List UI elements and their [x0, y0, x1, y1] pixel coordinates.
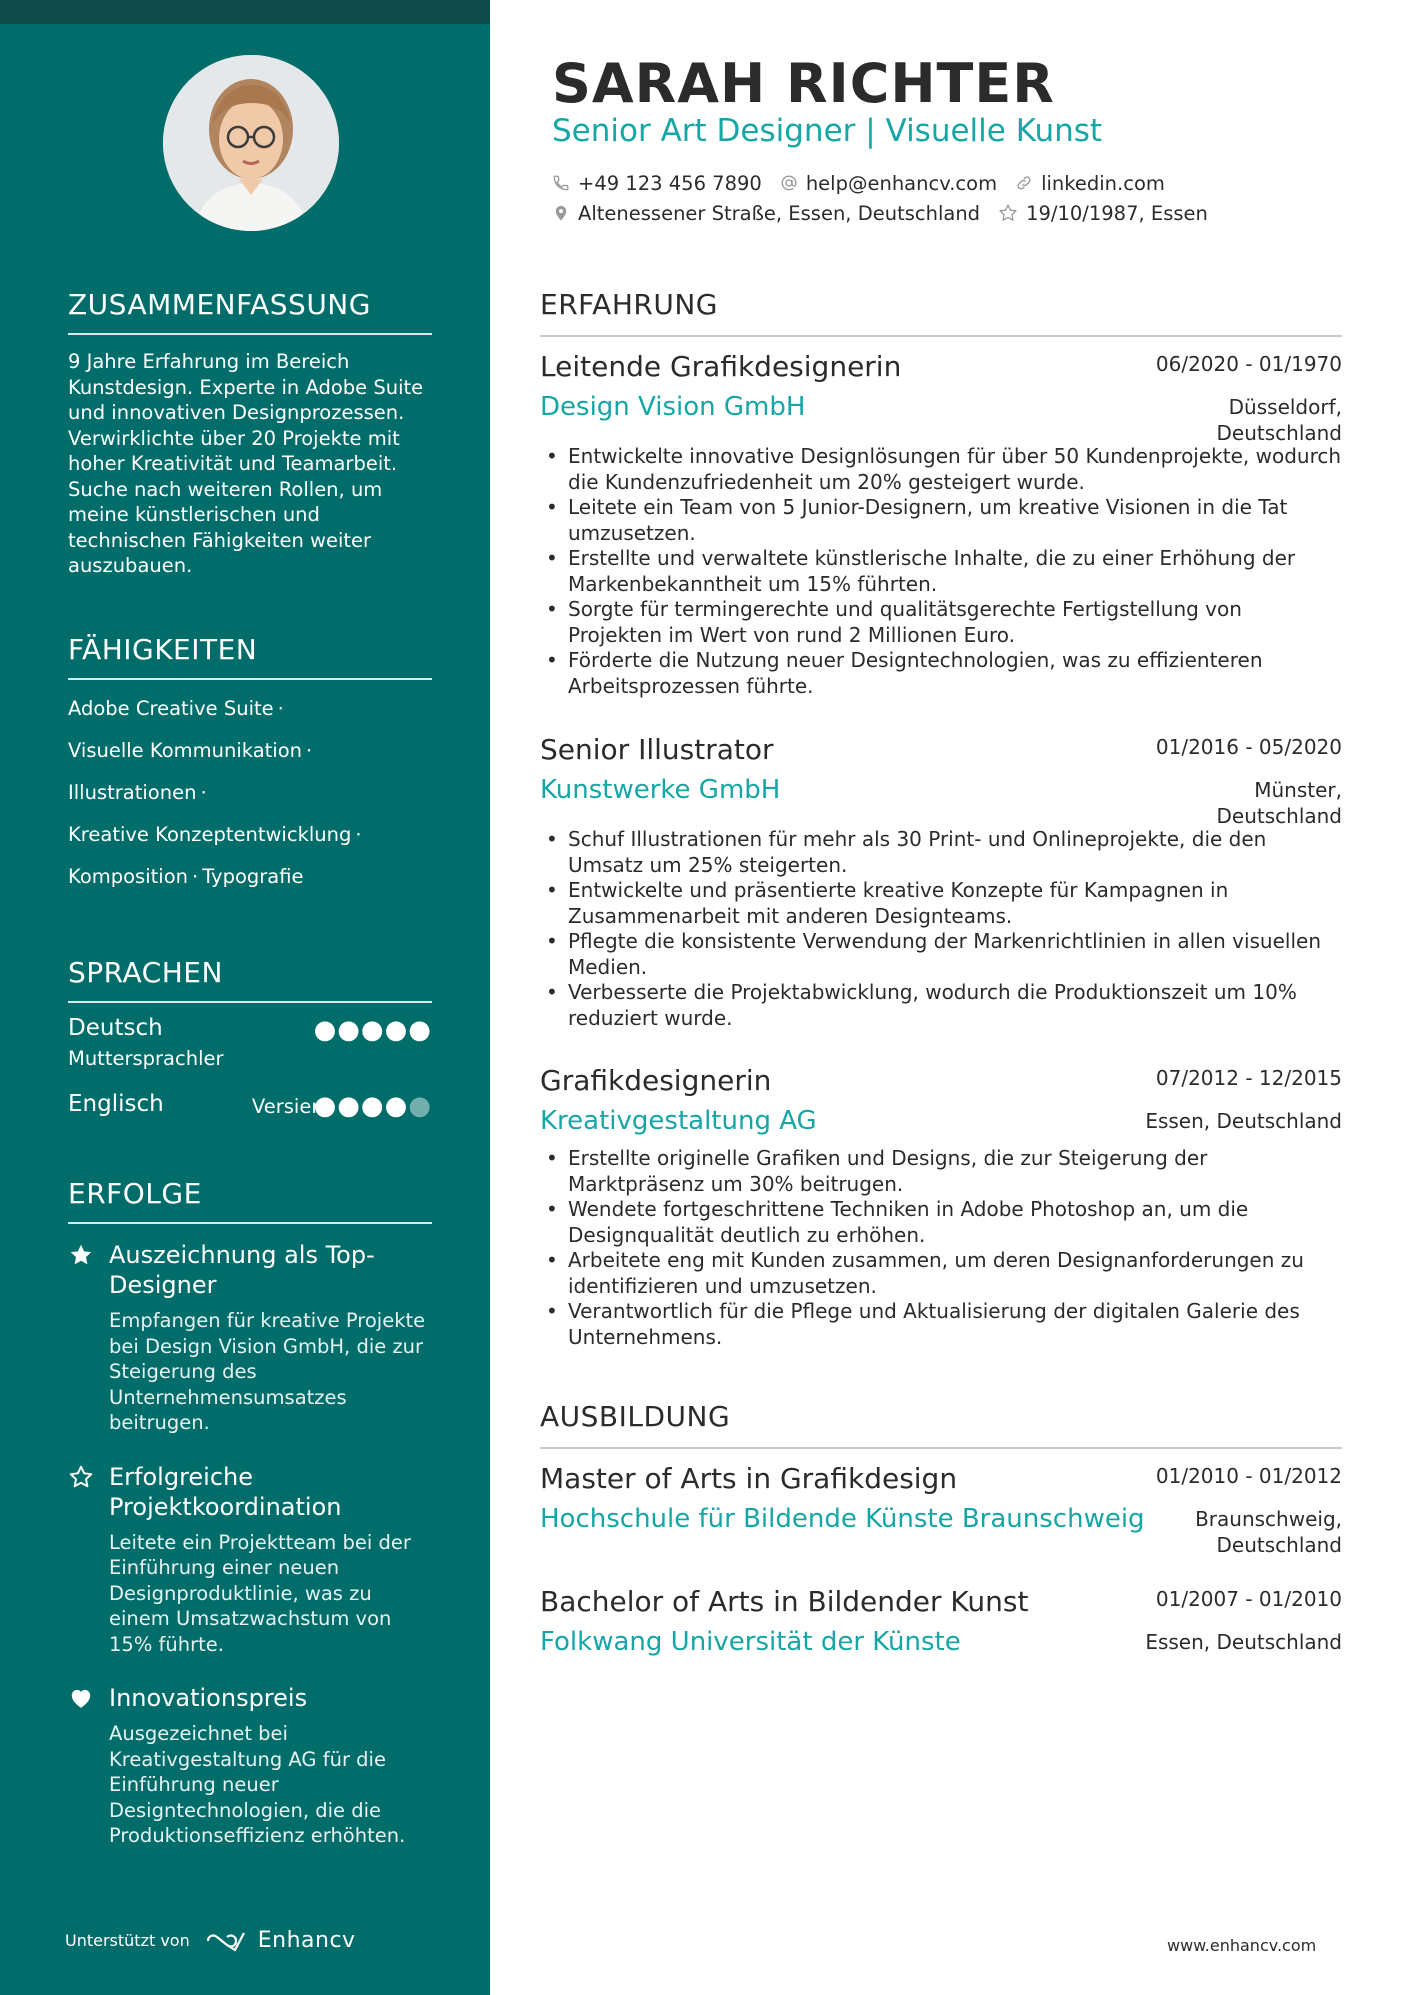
education-entry — [540, 1585, 1342, 1661]
bullet-item: • Pflegte die konsistente Verwendung der Markenrichtlinien in allen visuellen Medien. — [540, 929, 1342, 980]
language-row — [68, 1085, 432, 1145]
achievement-desc: Ausgezeichnet bei Kreativgestaltung AG für die Einführung neuer Designtechnologien, die die Produktionseffizienz erhöhten. — [109, 1722, 406, 1847]
school-name: Hochschule für Bildende Künste Braunschweig — [540, 1504, 1145, 1534]
sidebar-top-bar — [0, 0, 490, 24]
achievement-desc: Empfangen für kreative Projekte bei Design Vision GmbH, die zur Steigerung des Unternehmensumsatzes beitrugen. — [109, 1309, 426, 1434]
bullet-item: • Verbesserte die Projektabwicklung, wodurch die Produktionszeit um 10% reduziert wurde. — [540, 980, 1342, 1031]
degree-title: Bachelor of Arts in Bildender Kunst — [540, 1585, 1029, 1618]
bullet-item: • Verantwortlich für die Pflege und Aktualisierung der digitalen Galerie des Unternehmens. — [540, 1299, 1342, 1350]
language-sub: Muttersprachler — [68, 1047, 224, 1070]
skill-item: Komposition — [68, 865, 188, 888]
experience-entry — [540, 733, 1342, 1031]
bullet-item: • Erstellte originelle Grafiken und Designs, die zur Steigerung der Marktpräsenz um 30% beitrugen. — [540, 1146, 1342, 1197]
link-icon — [1015, 174, 1033, 192]
candidate-subtitle: Senior Art Designer | Visuelle Kunst — [552, 113, 1103, 149]
contact-address: Altenessener Straße, Essen, Deutschland — [552, 202, 980, 225]
degree-date: 01/2010 - 01/2012 — [1155, 1464, 1342, 1488]
bullet-item: • Arbeitete eng mit Kunden zusammen, um deren Designanforderungen zu identifizieren und umzusetzen. — [540, 1248, 1342, 1299]
at-icon — [780, 174, 798, 192]
company-name: Design Vision GmbH — [540, 392, 806, 422]
skill-row: Kreative Konzeptentwicklung · — [68, 823, 362, 846]
bullet-item: • Entwickelte und präsentierte kreative Konzepte für Kampagnen in Zusammenarbeit mit anderen Designteams. — [540, 878, 1342, 929]
school-location: Braunschweig, Deutschland — [1195, 1507, 1342, 1557]
language-name: Englisch — [68, 1091, 164, 1117]
skill-item: Typografie — [202, 865, 304, 888]
enhancv-brand: Enhancv — [257, 1928, 356, 1953]
achievement-item — [68, 1240, 432, 1436]
experience-entry — [540, 1064, 1342, 1350]
job-location: Essen, Deutschland — [1145, 1109, 1342, 1133]
bullet-item: • Wendete fortgeschrittene Techniken in Adobe Photoshop an, um die Designqualität deutlich zu erhöhen. — [540, 1197, 1342, 1248]
achievement-title: Erfolgreiche Projektkoordination — [109, 1462, 342, 1521]
languages-heading: SPRACHEN — [68, 956, 432, 1003]
language-row — [68, 1003, 432, 1085]
achievements-section — [68, 1177, 432, 1849]
school-name: Folkwang Universität der Künste — [540, 1627, 961, 1657]
skill-item: Kreative Konzeptentwicklung — [68, 823, 352, 846]
job-title: Leitende Grafikdesignerin — [540, 350, 902, 383]
company-name: Kreativgestaltung AG — [540, 1106, 817, 1136]
skill-item: Visuelle Kommunikation — [68, 739, 302, 762]
skills-list — [68, 688, 432, 898]
contact-email[interactable]: help@enhancv.com — [780, 172, 997, 195]
contact-birth: 19/10/1987, Essen — [998, 202, 1208, 225]
degree-date: 01/2007 - 01/2010 — [1155, 1587, 1342, 1611]
job-title: Grafikdesignerin — [540, 1064, 772, 1097]
footer-url[interactable]: www.enhancv.com — [1167, 1936, 1317, 1955]
skill-row: Adobe Creative Suite · — [68, 697, 284, 720]
job-title: Senior Illustrator — [540, 733, 774, 766]
language-rating: ●●●●● — [313, 1015, 432, 1045]
achievement-title: Innovationspreis — [109, 1684, 308, 1712]
job-date: 06/2020 - 01/1970 — [1155, 352, 1342, 376]
contact-website[interactable]: linkedin.com — [1015, 172, 1165, 195]
candidate-name: SARAH RICHTER — [552, 52, 1055, 115]
enhancv-logo-icon — [204, 1929, 250, 1953]
bullet-item: • Entwickelte innovative Designlösungen für über 50 Kundenprojekte, wodurch die Kundenzufriedenheit um 20% gesteigert wurde. — [540, 444, 1342, 495]
bullet-item: • Leitete ein Team von 5 Junior-Designern, um kreative Visionen in die Tat umzusetzen. — [540, 495, 1342, 546]
skill-row: Illustrationen · — [68, 781, 207, 804]
bullet-item: • Sorgte für termingerechte und qualitätsgerechte Fertigstellung von Projekten im Wert von rund 2 Millionen Euro. — [540, 597, 1342, 648]
skill-item: Adobe Creative Suite — [68, 697, 274, 720]
powered-label: Unterstützt von — [65, 1931, 190, 1950]
language-level: Versiert — [251, 1095, 327, 1118]
language-name: Deutsch — [68, 1015, 163, 1041]
language-rating: ●●●●● — [313, 1091, 432, 1121]
powered-by — [65, 1928, 356, 1953]
job-location: Düsseldorf, Deutschland — [1216, 395, 1342, 445]
summary-text: 9 Jahre Erfahrung im Bereich Kunstdesign. Experte in Adobe Suite und innovativen Designprozessen. Verwirklichte über 20 Projekte mit hoher Kreativität und Teamarbeit. Suche nach weiteren Rollen, um meine künstlerischen und technischen Fähigkeiten weiter auszubauen. — [68, 350, 424, 577]
degree-title: Master of Arts in Grafikdesign — [540, 1462, 958, 1495]
languages-section — [68, 956, 432, 1145]
avatar — [163, 55, 339, 231]
job-date: 07/2012 - 12/2015 — [1155, 1066, 1342, 1090]
star-outline-icon — [998, 203, 1018, 223]
summary-section — [68, 288, 432, 579]
company-name: Kunstwerke GmbH — [540, 775, 781, 805]
school-location: Essen, Deutschland — [1145, 1630, 1342, 1654]
summary-heading: ZUSAMMENFASSUNG — [68, 288, 432, 335]
contact-info — [552, 168, 1226, 228]
contact-phone[interactable]: +49 123 456 7890 — [552, 172, 762, 195]
achievement-title: Auszeichnung als Top-Designer — [109, 1241, 375, 1299]
bullet-item: • Förderte die Nutzung neuer Designtechnologien, was zu effizienteren Arbeitsprozessen führte. — [540, 648, 1342, 699]
job-bullets — [540, 444, 1342, 699]
achievement-item — [68, 1683, 432, 1849]
education-entry — [540, 1462, 1342, 1556]
achievement-item — [68, 1462, 432, 1658]
phone-icon — [552, 174, 570, 192]
skill-row: Visuelle Kommunikation · — [68, 739, 313, 762]
skills-heading: FÄHIGKEITEN — [68, 633, 432, 680]
achievements-heading: ERFOLGE — [68, 1177, 432, 1224]
job-bullets — [540, 1146, 1342, 1350]
star-filled-icon — [68, 1242, 94, 1268]
enhancv-logo[interactable] — [204, 1928, 356, 1953]
bullet-item: • Erstellte und verwaltete künstlerische Inhalte, die zu einer Erhöhung der Markenbekanntheit um 15% führten. — [540, 546, 1342, 597]
skills-section — [68, 633, 432, 898]
skill-row: Komposition · Typografie — [68, 865, 304, 888]
job-date: 01/2016 - 05/2020 — [1155, 735, 1342, 759]
education-heading: AUSBILDUNG — [540, 1400, 1342, 1449]
job-bullets — [540, 827, 1342, 1031]
bullet-item: • Schuf Illustrationen für mehr als 30 Print- und Onlineprojekte, die den Umsatz um 25% steigerten. — [540, 827, 1342, 878]
sidebar — [0, 0, 490, 1995]
job-location: Münster, Deutschland — [1216, 778, 1342, 828]
skill-item: Illustrationen — [68, 781, 197, 804]
achievement-desc: Leitete ein Projektteam bei der Einführung einer neuen Designproduktlinie, was zu einem Umsatzwachstum von 15% führte. — [109, 1530, 411, 1656]
star-outline-icon — [68, 1464, 94, 1490]
heart-icon — [68, 1685, 94, 1711]
location-pin-icon — [552, 204, 570, 222]
experience-entry — [540, 350, 1342, 699]
experience-heading: ERFAHRUNG — [540, 288, 1342, 337]
